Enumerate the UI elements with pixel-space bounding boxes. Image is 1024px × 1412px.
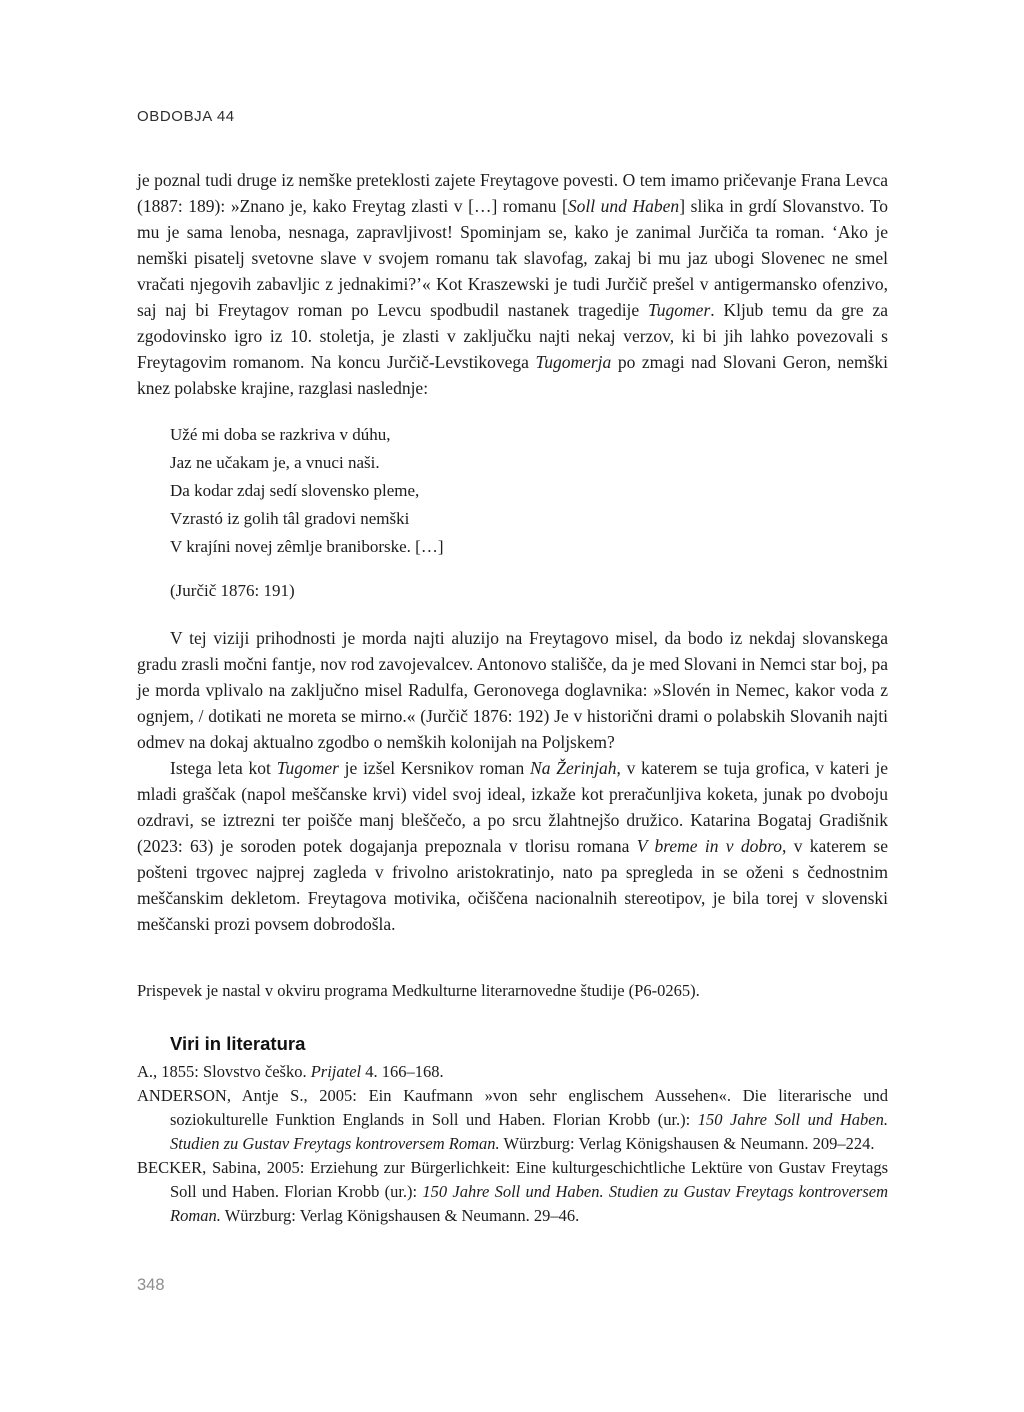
running-header: OBDOBJA 44 [137,108,235,125]
verse-citation: (Jurčič 1876: 191) [170,581,295,600]
reference-entry: ANDERSON, Antje S., 2005: Ein Kaufmann »von sehr englischem Aussehen«. Die literarische und soziokulturelle Funktion Englands in Soll und Haben. Florian Krobb (ur.): 150 Jahre Soll und Haben. Studien zu Gustav Freytags kontroversem Roman. Würzburg: Verlag Königshausen & Neumann. 209–224. [137,1086,888,1153]
paragraph-2: V tej viziji prihodnosti je morda najti aluzijo na Freytagovo misel, da bodo iz nekdaj slovanskega gradu zrasli močni fantje, nov rod zavojevalcev. Antonovo stališče, da je med Slovani in Nemci star boj, pa je morda vplivalo na zaključno misel Radulfa, Geronovega doglavnika: »Slovén in Nemec, kakor voda z ognjem, / dotikati ne moreta se mirno.« (Jurčič 1876: 192) Je v historični drami o polabskih Slovanih najti odmev na dokaj aktualno zgodbo o nemških kolonijah na Poljskem? [137,628,888,752]
paragraph-1: je poznal tudi druge iz nemške preteklosti zajete Freytagove povesti. O tem imamo pričevanje Frana Levca (1887: 189): »Znano je, kako Freytag zlasti v […] romanu [Soll und Haben] slika in grdí Slovanstvo. To mu je sama lenoba, nesnaga, zapravljivost! Spominjam se, kako je zanimal Jurčiča ta roman. ‘Ako je nemški pisatelj svetovne slave v svojem romanu tak slavofag, zakaj bi mu jaz ubogi Slovenec ne smel vračati njegovih zabavljic z jednakimi?’« Kot Kraszewski je tudi Jurčič prešel v antigermansko ofenzivo, saj naj bi Freytagov roman po Levcu spodbudil nastanek tragedije Tugomer. Kljub temu da gre za zgodovinsko igro iz 10. stoletja, je zlasti v zaključku najti nekaj verzov, ki bi jih lahko povezovali s Freytagovim romanom. Na koncu Jurčič-Levstikovega Tugomerja po zmagi nad Slovani Geron, nemški knez polabske krajine, razglasi naslednje: [137,170,888,398]
verse-line: V krajíni novej zêmlje braniborske. […] [170,537,444,556]
verse-line: Jaz ne učakam je, a vnuci naši. [170,453,380,472]
reference-entry: A., 1855: Slovstvo češko. Prijatel 4. 166–168. [137,1062,444,1081]
reference-entry: BECKER, Sabina, 2005: Erziehung zur Bürgerlichkeit: Eine kulturgeschichtliche Lektüre von Gustav Freytags Soll und Haben. Florian Krobb (ur.): 150 Jahre Soll und Haben. Studien zu Gustav Freytags kontroversem Roman. Würzburg: Verlag Königshausen & Neumann. 29–46. [137,1158,889,1225]
verse-line: Da kodar zdaj sedí slovensko pleme, [170,481,420,500]
verse-line: Vzrastó iz golih tâl gradovi nemški [170,509,410,528]
verse-block [170,421,888,561]
page-number: 348 [137,1276,165,1294]
paragraph-3: Istega leta kot Tugomer je izšel Kersnikov roman Na Žerinjah, v katerem se tuja grofica, v kateri je mladi graščak (napol meščanske krvi) videl svoj ideal, izkaže kot preračunljiva koketa, junak po dvoboju ozdravi, se iztrezni ter poišče manj bleščečo, a po srcu žlahtnejšo družico. Katarina Bogataj Gradišnik (2023: 63) je soroden potek dogajanja prepoznala v tlorisu romana V breme in v dobro, v katerem se pošteni trgovec najprej zagleda v frivolno aristokratinjo, nato pa spregleda in se oženi s čednostnim meščanskim dekletom. Freytagova motivika, očiščena nacionalnih stereotipov, je bila torej v slovenski meščanski prozi povsem dobrodošla. [137,758,889,934]
verse-line: Užé mi doba se razkriva v dúhu, [170,425,391,444]
references-heading: Viri in literatura [170,1033,306,1054]
funding-note: Prispevek je nastal v okviru programa Medkulturne literarnovedne študije (P6-0265). [137,981,700,1000]
references-list [137,1060,888,1228]
